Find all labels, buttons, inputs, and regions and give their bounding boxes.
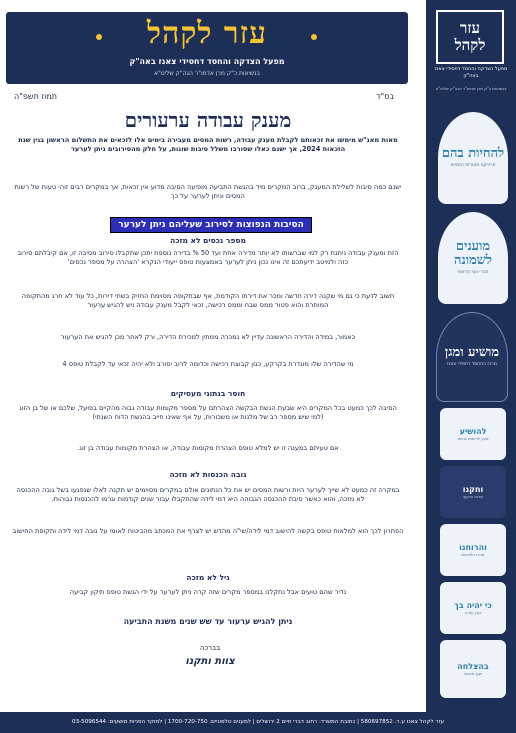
section-paragraph: הזת ומענק עבודה ניתנת רק למי שברשותו לא יותר מדירה אחת ועד 50 % בדירה נוספת יתכן שתקבלו סירוב מסיבה זו, אם קיבלתם סירוב כזה ולמיטב ידיעתכם זה אינו נכון ניתן לערער באמצעות טופס ייעודי הנקרא 'הצהרה על מספר נכסים' xyxy=(17,249,399,267)
badge-subtitle: פרוייקט מאורות הזכויות xyxy=(450,163,496,168)
section-paragraph: מי שהדירה שלו מוגדרת בקרקע, כגון קבוצת רכישה וכדומה לרוב יסורב ולא יהיה זכאי עד לקבלת טופס 4 xyxy=(62,360,354,368)
item-title: והרוחנו xyxy=(459,543,487,552)
section-title-employers: חוסר בנתוני מעסיקים xyxy=(170,389,246,398)
section-title-assets: מספר נכסים לא מזכה xyxy=(170,236,246,245)
sidebar-badge-lehachayot xyxy=(438,112,508,204)
item-subtitle: מרכז הייעוץ xyxy=(463,494,483,499)
logo-subtitle-2: בנשיאות כ"ק מרן אדמו"ר הגה"ק שליט"א xyxy=(435,86,507,91)
sidebar-badge-moshia xyxy=(436,312,508,402)
organization-presidency: בנשיאות כ"ק מרן אדמו"ר הגה"ק שליט"א xyxy=(153,70,260,77)
sidebar xyxy=(426,0,516,712)
item-title: בהצלחה xyxy=(457,662,489,671)
section-paragraph: חשוב לדעת כי גם מי שקנה דירה חדשה ומכר את דירתו הקודמת, אף שבתקופה מסוימת החזיק בשתי דירות, כל עוד לא חרג מהתקופה המותרת והוא פטור ממס שבח וממס רכישה, זכאי לקבל מענק עבודה ויש להגיש ערעור xyxy=(21,292,395,310)
decorative-dot xyxy=(311,34,317,40)
sidebar-item-lehoshia xyxy=(440,408,506,460)
closing-note: ניתן להגיש ערעור עד שש שנים משנת התביעה xyxy=(123,617,293,626)
footer-contact: עזר לקהל צאנז ע.ר. 580697852 | כתובת המשרד: רחוב דברי חיים 2 ירושלים | למענים טלפוניים: 1700-720-750 | למוקד הפניות מושעים: 03-5096544 xyxy=(0,712,516,733)
logo-line-2: לקהל xyxy=(454,36,486,54)
reasons-banner: הסיבות הנפוצות לסירוב שעליהם ניתן לערער xyxy=(110,217,312,233)
bsd-mark: בס"ד xyxy=(376,92,394,101)
section-paragraph: הסיבה לכך כמעט בכל המקרים היא שבעת הגשת הבקשה הצהרתם על מספר מקומות עבודה גבוה מהקיים בפועל, שלכם או של בן הזוג (למי שיש מספר רב של מלגות או משכורות, על אף שאינו חייב בהגשת הדוח השנתי) xyxy=(19,404,397,422)
badge-subtitle: חברי ועד הרוחני xyxy=(457,270,489,275)
intro-paragraph-2: ישנם כמה סיבות לשלילת המענק, ברוב המקרים מיד בהגשת התביעה מופיעה הסיבה מדוע אין זכאות, אך במקרים רבים זוהי טעות של רשות המסים וניתן לערער על כך xyxy=(14,183,402,201)
badge-subtitle: מרכז ההחסד דחסידי צאנז xyxy=(447,362,497,367)
hebrew-date: תמוז תשפ"ה xyxy=(14,92,58,101)
intro-paragraph: מאות מאנ"ש מימשו את זכאותם לקבלת מענק עבודה, רשות המסים מעבירה בימים אלו לזכאים את התשלום הראשון בגין שנת הזכאות 2024, אך ישנם כאלו שסורבו משלל סיבות שונות, על חלק מהסירובים ניתן לערער xyxy=(18,136,398,154)
badge-title: להחיות בהם xyxy=(441,146,505,161)
section-paragraph: כאמור, במידה והדירה הראשונה עדיין לא נמכרה ממתין למכירת הדירה, ורק לאחר מכן להגיש את הערעור xyxy=(60,333,356,341)
organization-subtitle: מפעל הצדקה והחסד דחסידי צאנז באה"ק xyxy=(129,57,285,66)
logo xyxy=(436,10,504,64)
section-title-age: גיל לא מזכה xyxy=(186,573,230,582)
section-paragraph: אם טעיתם במענה זו יש למלא טופס הצהרת מקומות עבודה, או הצהרת מקומות עבודה בן זוג. xyxy=(77,444,339,452)
header-banner xyxy=(6,12,408,84)
item-title: כי יהיה בך xyxy=(454,601,492,610)
section-title-income: גובה הכנסות לא מזכה xyxy=(169,470,247,479)
item-subtitle: מרכז הלוואות xyxy=(461,552,485,557)
organization-title: עזר לקהל xyxy=(147,16,267,51)
badge-title: מושיע ומגן xyxy=(444,345,500,360)
item-title: להושיע xyxy=(459,427,487,436)
item-subtitle: קרן עזרה xyxy=(464,610,482,615)
sidebar-item-behatzlacha xyxy=(440,640,506,698)
logo-line-1: עזר xyxy=(459,19,481,37)
item-subtitle: יעוץ פיננסי xyxy=(463,671,482,676)
badge-title: מוענים לשמונה xyxy=(453,239,493,268)
section-paragraph: הפתרון לכך הוא למלאות טופס בקשה להישוב דמי לידה/שי"ה מהדש יש לצרף את המכתב מהביטוח לאומי על גובה דמי לידה ותקופת החישוב xyxy=(12,527,404,535)
sidebar-item-vetaknu xyxy=(440,466,506,518)
section-paragraph: במקרה זה כמעט לא שייך לערער היות ורשות המסים יש את כל הנתונים אולם במקרים מסוימים יש תקנה לאלו שנפגעו בשל גובה ההכנסה לא מזכה, והוא כאשר סיבת ההכנסה הגבוהה היא דמי לידה שהתקבלו עבור שנים קודמות וגרמו להכנסות גבוהות. xyxy=(16,486,400,504)
sidebar-badge-moanim xyxy=(438,212,508,304)
logo-subtitle: מפעל הצדקה והחסד דחסידי צאנז באה"ק xyxy=(434,66,508,79)
page-title: מענק עבודה ערעורים xyxy=(124,108,292,132)
signature-name: צוות ותקנו xyxy=(185,656,235,667)
signature-greeting: בברכה xyxy=(199,644,221,652)
item-subtitle: סיוע לרישום זכויות xyxy=(457,436,489,441)
sidebar-item-vehirvachnu xyxy=(440,524,506,576)
item-title: וחקנו xyxy=(462,485,484,494)
sidebar-item-ki-yihye xyxy=(440,582,506,634)
section-paragraph: נדיר שהם טועים אבל נתקלנו במספר מקרים שזה קרה ניתן לערער על ידי הגשת טופס תיקון קביעה xyxy=(69,588,347,596)
